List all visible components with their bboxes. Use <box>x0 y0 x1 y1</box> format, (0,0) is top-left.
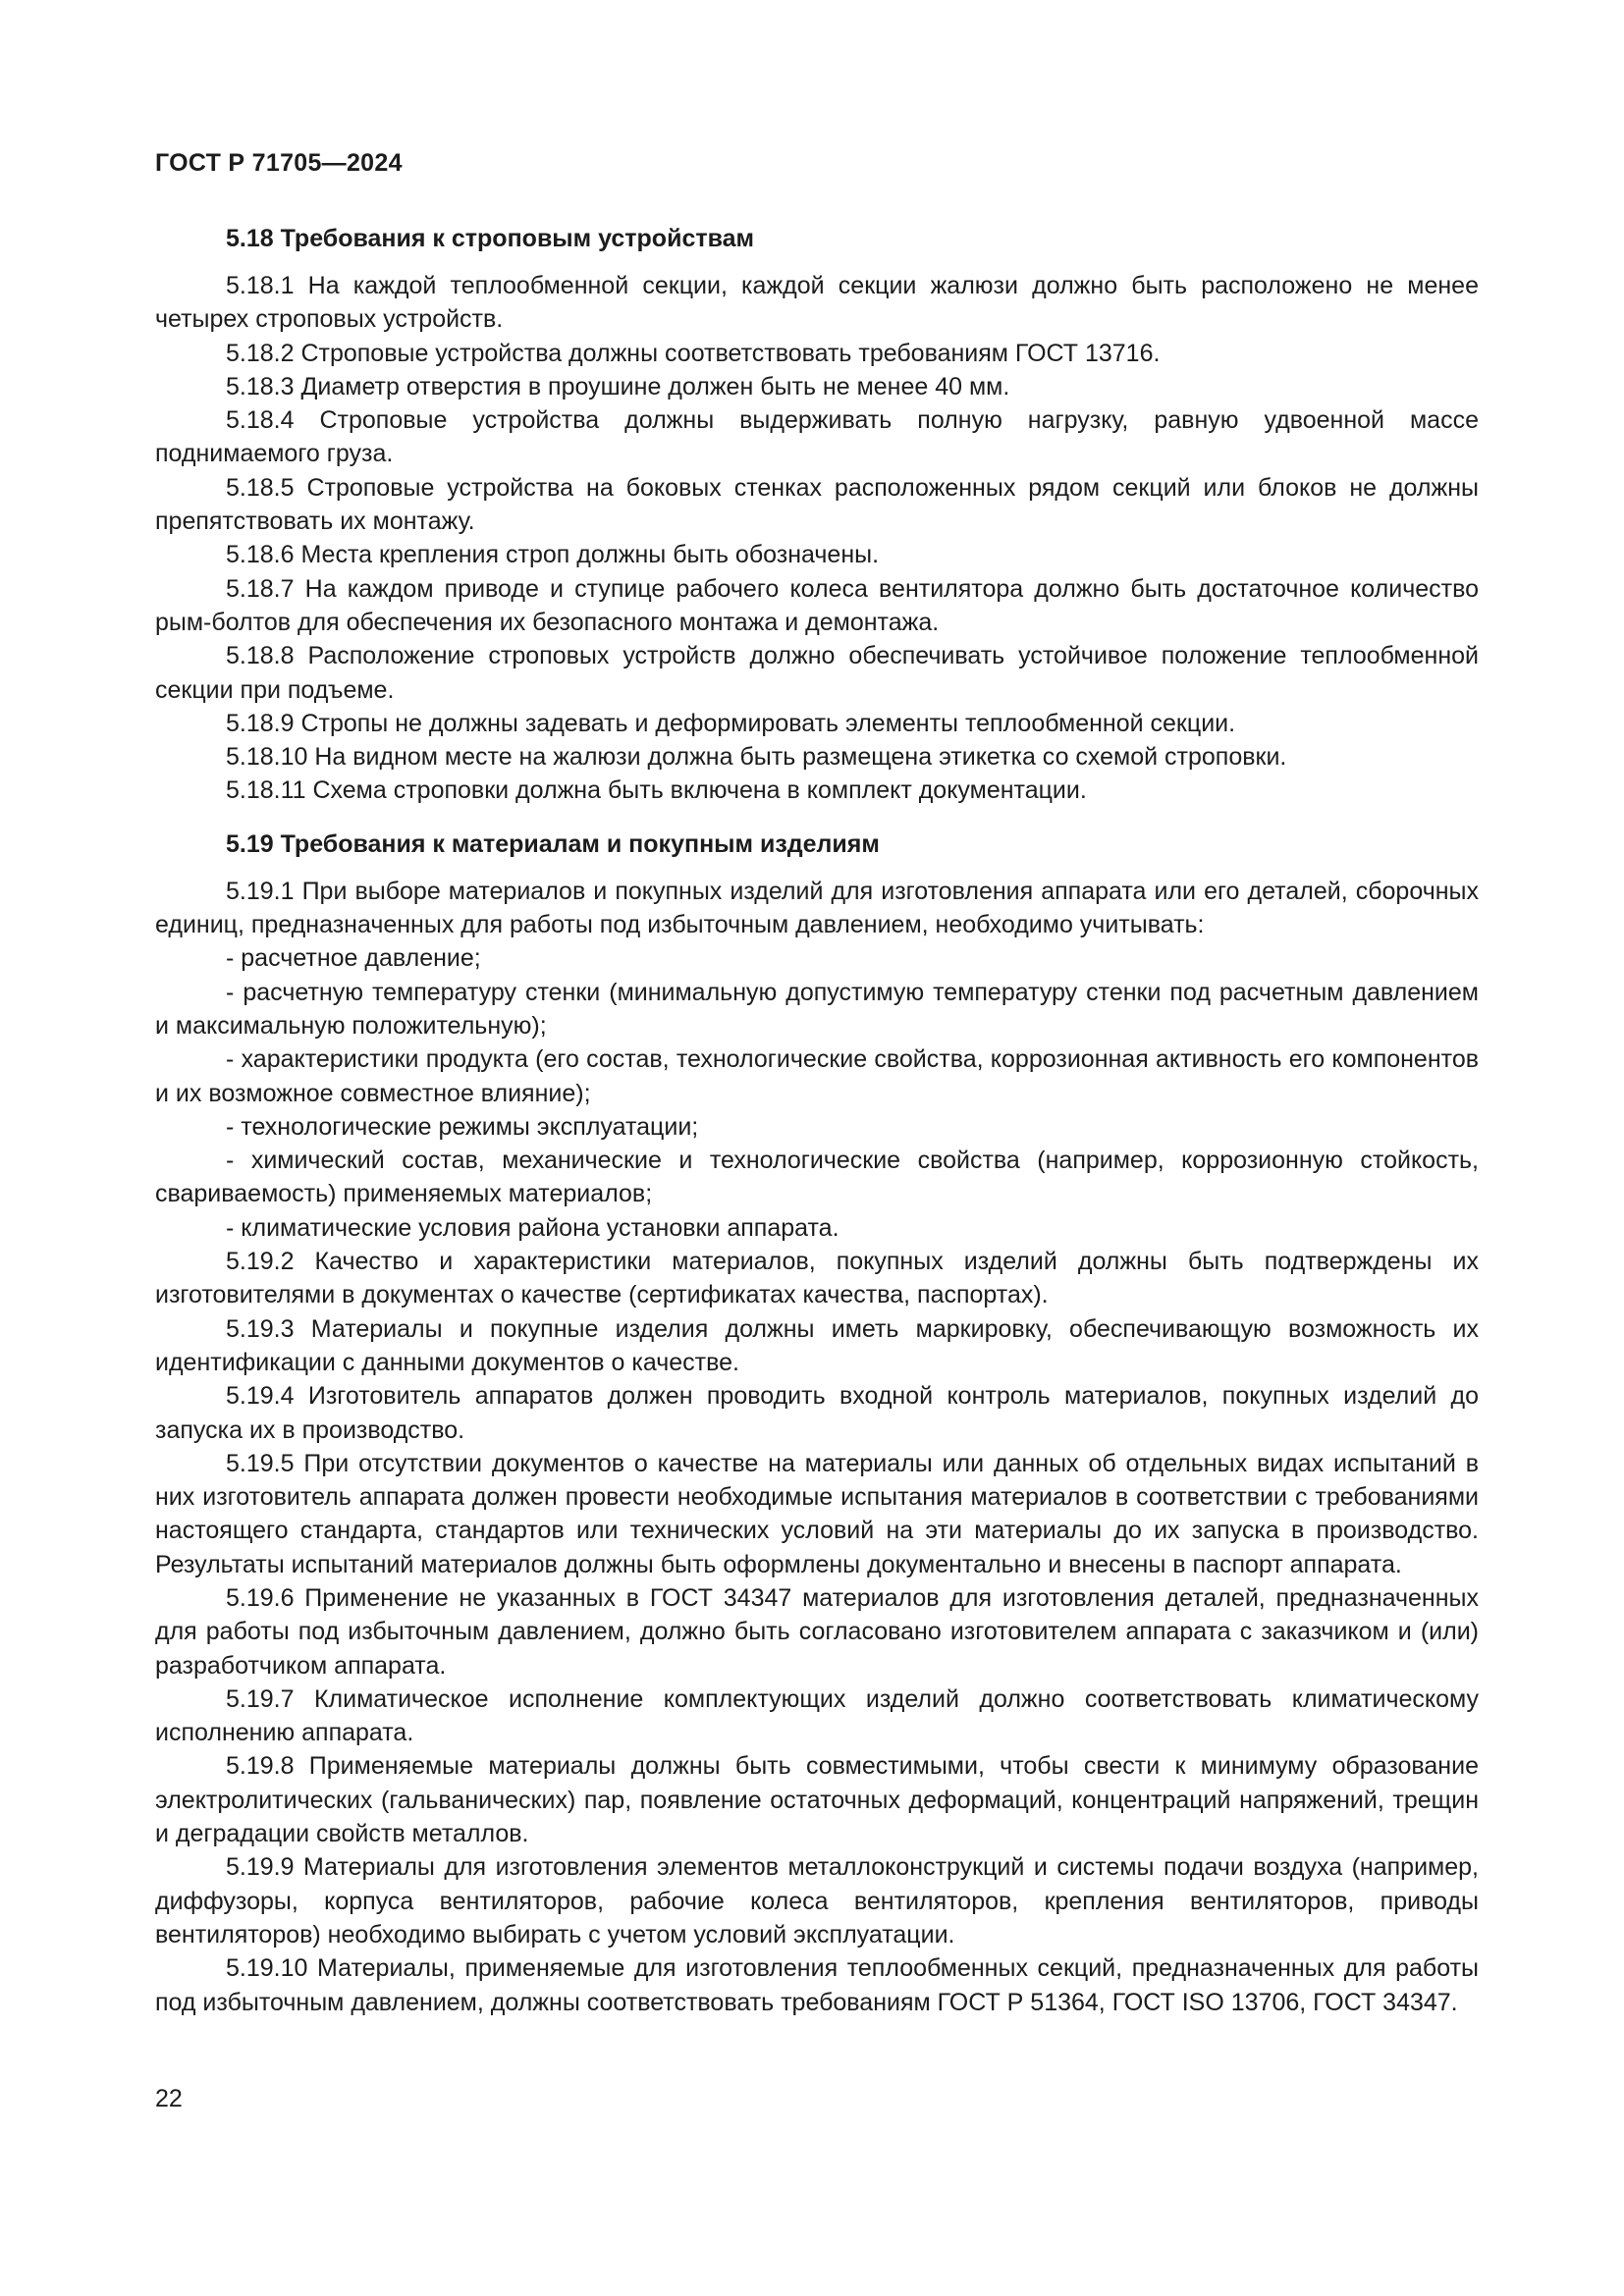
paragraph-5-19-1: 5.19.1 При выборе материалов и покупных изделий для изготовления аппарата или его деталей, сборочных единиц, предназначенных для работы под избыточным давлением, необходимо учитывать: <box>155 877 1479 939</box>
paragraph-5-19-10: 5.19.10 Материалы, применяемые для изготовления теплообменных секций, предназначенных для работы под избыточным давлением, должны соответствовать требованиям ГОСТ Р 51364, ГОСТ ISO 13706, ГОСТ 34347. <box>155 1954 1479 2016</box>
paragraph-5-19-7: 5.19.7 Климатическое исполнение комплектующих изделий должно соответствовать климатическому исполнению аппарата. <box>155 1684 1479 1747</box>
paragraph-5-19-9: 5.19.9 Материалы для изготовления элементов металлоконструкций и системы подачи воздуха (например, диффузоры, корпуса вентиляторов, рабочие колеса вентиляторов, крепления вентиляторов, приводы вентиляторов) необходимо выбирать с учетом условий эксплуатации. <box>155 1853 1479 1949</box>
document-id-header: ГОСТ Р 71705—2024 <box>155 149 403 177</box>
paragraph-5-18-11: 5.18.11 Схема строповки должна быть включена в комплект документации. <box>226 776 1087 805</box>
paragraph-5-19-2: 5.19.2 Качество и характеристики материалов, покупных изделий должны быть подтверждены их изготовителями в документах о качестве (сертификатах качества, паспортах). <box>155 1248 1479 1309</box>
list-item-operating-modes: - технологические режимы эксплуатации; <box>226 1112 699 1141</box>
paragraph-5-18-4: 5.18.4 Строповые устройства должны выдерживать полную нагрузку, равную удвоенной массе поднимаемого груза. <box>155 406 1479 468</box>
document-page <box>155 0 1479 2296</box>
list-item-design-pressure: - расчетное давление; <box>226 944 481 973</box>
paragraph-5-18-6: 5.18.6 Места крепления строп должны быть обозначены. <box>226 541 880 569</box>
paragraph-5-19-4: 5.19.4 Изготовитель аппаратов должен проводить входной контроль материалов, покупных изделий до запуска их в производство. <box>155 1382 1479 1444</box>
list-item-product-characteristics: - характеристики продукта (его состав, технологические свойства, коррозионная активность его компонентов и их возможное совместное влияние); <box>155 1045 1479 1107</box>
paragraph-5-19-5: 5.19.5 При отсутствии документов о качестве на материалы или данных об отдельных видах испытаний в них изготовитель аппарата должен провести необходимые испытания материалов в соответствии с требованиями настоящего стандарта, стандартов или технических условий на эти материалы до их запуска в производство. Результаты испытаний материалов должны быть оформлены документально и внесены в паспорт аппарата. <box>155 1449 1479 1578</box>
paragraph-5-19-8: 5.19.8 Применяемые материалы должны быть совместимыми, чтобы свести к минимуму образование электролитических (гальванических) пар, появление остаточных деформаций, концентраций напряжений, трещин и деградации свойств металлов. <box>155 1752 1479 1848</box>
section-title-5-19: 5.19 Требования к материалам и покупным изделиям <box>226 829 880 858</box>
paragraph-5-18-2: 5.18.2 Строповые устройства должны соответствовать требованиям ГОСТ 13716. <box>226 339 1161 367</box>
list-item-wall-temperature: - расчетную температуру стенки (минимальную допустимую температуру стенки под расчетным давлением и максимальную положительную); <box>155 978 1479 1040</box>
paragraph-5-19-6: 5.19.6 Применение не указанных в ГОСТ 34347 материалов для изготовления деталей, предназначенных для работы под избыточным давлением, должно быть согласовано изготовителем аппарата с заказчиком и (или) разработчиком аппарата. <box>155 1583 1479 1680</box>
paragraph-5-18-1: 5.18.1 На каждой теплообменной секции, каждой секции жалюзи должно быть расположено не менее четырех строповых устройств. <box>155 272 1479 334</box>
page-number: 22 <box>155 2085 183 2112</box>
list-item-material-properties: - химический состав, механические и технологические свойства (например, коррозионную стойкость, свариваемость) применяемых материалов; <box>155 1147 1479 1208</box>
paragraph-5-18-8: 5.18.8 Расположение строповых устройств должно обеспечивать устойчивое положение теплообменной секции при подъеме. <box>155 642 1479 704</box>
paragraph-5-18-3: 5.18.3 Диаметр отверстия в проушине должен быть не менее 40 мм. <box>226 372 1010 400</box>
paragraph-5-18-7: 5.18.7 На каждом приводе и ступице рабочего колеса вентилятора должно быть достаточное количество рым-болтов для обеспечения их безопасного монтажа и демонтажа. <box>155 574 1479 636</box>
paragraph-5-18-5: 5.18.5 Строповые устройства на боковых стенках расположенных рядом секций или блоков не должны препятствовать их монтажу. <box>155 473 1479 536</box>
list-item-climate-conditions: - климатические условия района установки аппарата. <box>226 1213 839 1242</box>
document-body <box>155 222 1479 2019</box>
paragraph-5-18-9: 5.18.9 Стропы не должны задевать и деформировать элементы теплообменной секции. <box>226 709 1236 737</box>
paragraph-5-19-3: 5.19.3 Материалы и покупные изделия должны иметь маркировку, обеспечивающую возможность их идентификации с данными документов о качестве. <box>155 1314 1479 1376</box>
paragraph-5-18-10: 5.18.10 На видном месте на жалюзи должна быть размещена этикетка со схемой строповки. <box>226 743 1287 772</box>
section-title-5-18: 5.18 Требования к строповым устройствам <box>226 225 755 252</box>
